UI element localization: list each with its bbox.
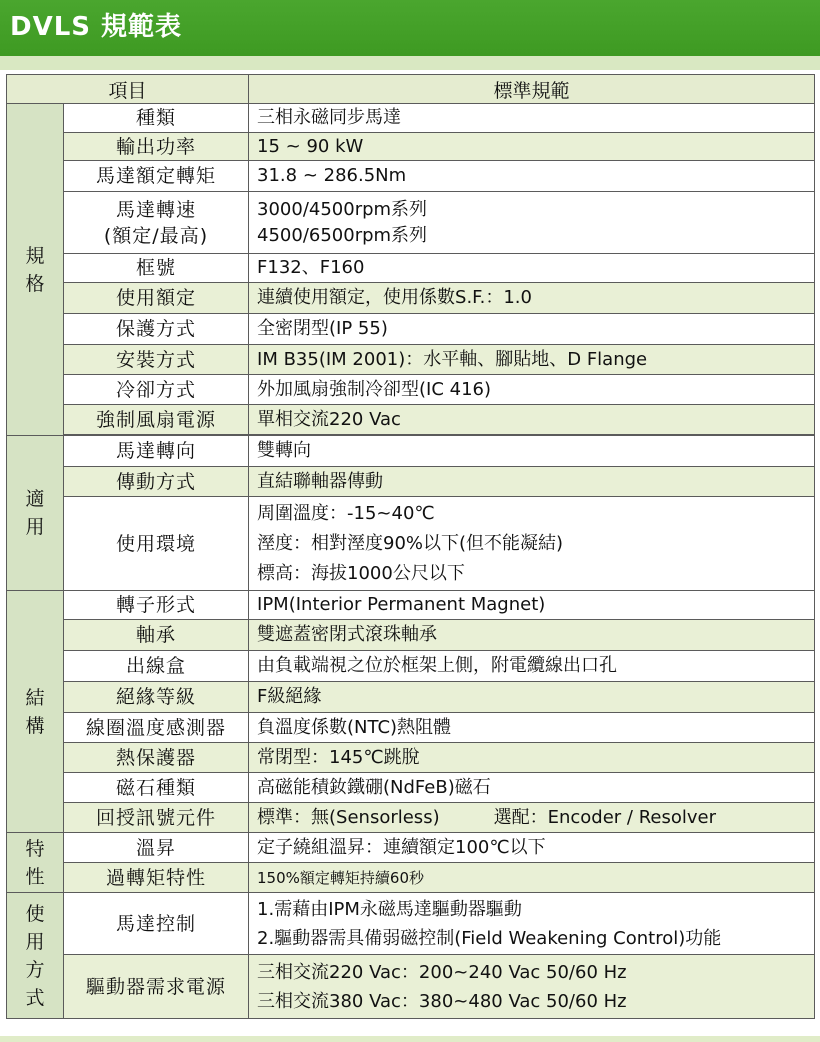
page-title: DVLS 規範表 <box>10 12 183 42</box>
row-value: 三相交流220 Vac：200~240 Vac 50/60 Hz 三相交流380 Vac：380~480 Vac 50/60 Hz <box>249 955 815 1019</box>
row-value: 常閉型：145℃跳脫 <box>249 743 815 773</box>
row-item: 安裝方式 <box>64 345 249 375</box>
table-row <box>7 345 815 375</box>
category-application: 適用 <box>7 436 64 591</box>
row-value: 單相交流220 Vac <box>249 405 815 435</box>
row-value: F級絕緣 <box>249 682 815 713</box>
row-value: 雙轉向 <box>249 436 815 467</box>
spec-table <box>6 74 815 1019</box>
row-value: 150%額定轉矩持續60秒 <box>249 863 815 893</box>
row-value: 直結聯軸器傳動 <box>249 467 815 497</box>
table-row <box>7 104 815 133</box>
row-value: 1.需藉由IPM永磁馬達驅動器驅動 2.驅動器需具備弱磁控制(Field Weakening Control)功能 <box>249 893 815 955</box>
table-row <box>7 833 815 863</box>
row-item: 磁石種類 <box>64 773 249 803</box>
table-row <box>7 863 815 893</box>
category-usage: 使用方式 <box>7 893 64 1019</box>
title-bar <box>0 0 820 56</box>
table-row <box>7 620 815 651</box>
table-row <box>7 682 815 713</box>
row-value: 標準：無(Sensorless) 選配：Encoder / Resolver <box>249 803 815 833</box>
row-item: 傳動方式 <box>64 467 249 497</box>
table-row <box>7 591 815 620</box>
table-row <box>7 773 815 803</box>
row-item: 馬達轉向 <box>64 436 249 467</box>
row-item: 輸出功率 <box>64 133 249 161</box>
bottom-rule <box>0 1036 820 1042</box>
table-row <box>7 803 815 833</box>
row-item: 過轉矩特性 <box>64 863 249 893</box>
row-value: 連續使用額定，使用係數S.F.：1.0 <box>249 283 815 314</box>
row-value: 三相永磁同步馬達 <box>249 104 815 133</box>
table-row <box>7 375 815 405</box>
row-value: 雙遮蓋密閉式滾珠軸承 <box>249 620 815 651</box>
row-item: 使用環境 <box>64 497 249 591</box>
row-item: 絕緣等級 <box>64 682 249 713</box>
table-row <box>7 254 815 283</box>
row-value: 全密閉型(IP 55) <box>249 314 815 345</box>
row-value: 外加風扇強制冷卻型(IC 416) <box>249 375 815 405</box>
row-value: IM B35(IM 2001)：水平軸、腳貼地、D Flange <box>249 345 815 375</box>
row-item: 使用額定 <box>64 283 249 314</box>
header-standard: 標準規範 <box>249 75 815 104</box>
row-item: 框號 <box>64 254 249 283</box>
row-item: 出線盒 <box>64 651 249 682</box>
row-item: 轉子形式 <box>64 591 249 620</box>
row-value: 15 ~ 90 kW <box>249 133 815 161</box>
row-value: 由負載端視之位於框架上側，附電纜線出口孔 <box>249 651 815 682</box>
row-value: 定子繞組溫昇：連續額定100℃以下 <box>249 833 815 863</box>
table-row <box>7 133 815 161</box>
row-item: 回授訊號元件 <box>64 803 249 833</box>
row-value: F132、F160 <box>249 254 815 283</box>
row-value: 高磁能積釹鐵硼(NdFeB)磁石 <box>249 773 815 803</box>
row-value: 周圍溫度：-15~40℃ 溼度：相對溼度90%以下(但不能凝結) 標高：海拔1000公尺以下 <box>249 497 815 591</box>
row-item: 冷卻方式 <box>64 375 249 405</box>
row-value: 負溫度係數(NTC)熱阻體 <box>249 713 815 743</box>
row-item: 馬達額定轉矩 <box>64 161 249 192</box>
header-item: 項目 <box>7 75 249 104</box>
table-row <box>7 283 815 314</box>
table-header-row <box>7 75 815 104</box>
row-item: 保護方式 <box>64 314 249 345</box>
category-characteristics: 特性 <box>7 833 64 893</box>
row-value: IPM(Interior Permanent Magnet) <box>249 591 815 620</box>
title-stripe <box>0 56 820 70</box>
table-row <box>7 161 815 192</box>
table-row <box>7 436 815 467</box>
table-row <box>7 651 815 682</box>
table-row <box>7 467 815 497</box>
table-row <box>7 955 815 1019</box>
row-item: 種類 <box>64 104 249 133</box>
category-spec: 規格 <box>7 104 64 436</box>
row-item: 軸承 <box>64 620 249 651</box>
row-item: 馬達轉速 (額定/最高) <box>64 192 249 254</box>
table-row <box>7 497 815 591</box>
row-item: 線圈溫度感測器 <box>64 713 249 743</box>
row-value: 3000/4500rpm系列 4500/6500rpm系列 <box>249 192 815 254</box>
table-row <box>7 192 815 254</box>
row-item: 熱保護器 <box>64 743 249 773</box>
row-item: 強制風扇電源 <box>64 405 249 435</box>
table-row <box>7 713 815 743</box>
table-row <box>7 314 815 345</box>
table-row <box>7 893 815 955</box>
table-row <box>7 743 815 773</box>
row-item: 馬達控制 <box>64 893 249 955</box>
category-structure: 結構 <box>7 591 64 833</box>
table-row <box>7 405 815 435</box>
row-item: 溫昇 <box>64 833 249 863</box>
row-item: 驅動器需求電源 <box>64 955 249 1019</box>
row-value: 31.8 ~ 286.5Nm <box>249 161 815 192</box>
